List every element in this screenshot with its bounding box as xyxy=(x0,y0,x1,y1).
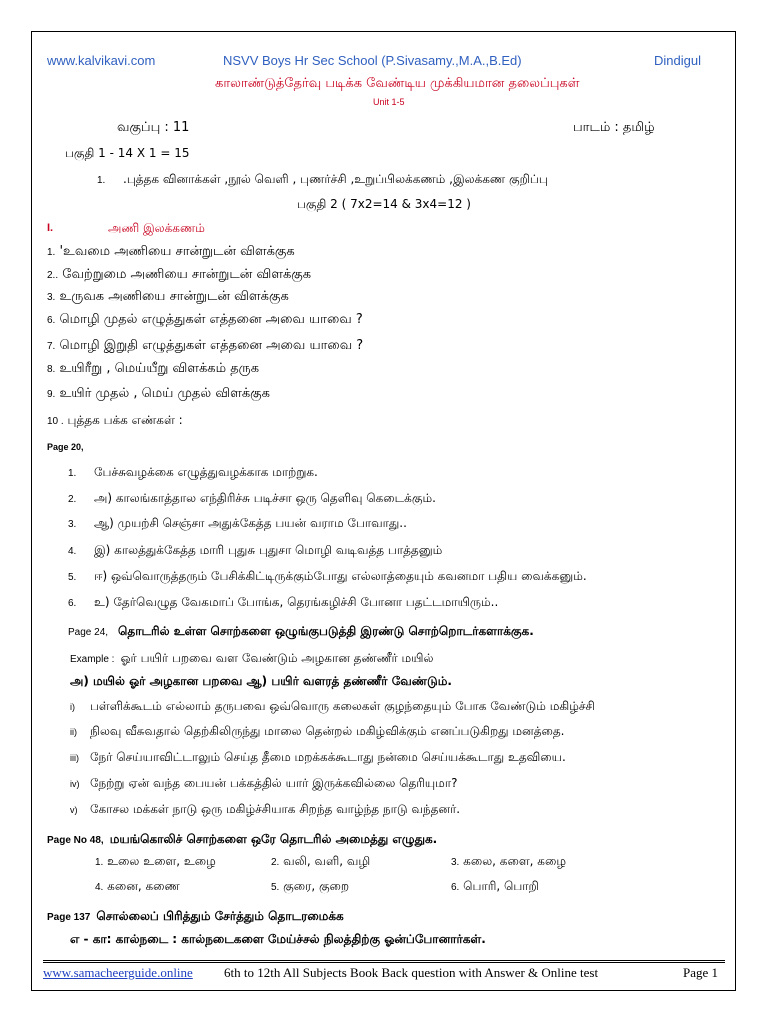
page24-example-row xyxy=(70,647,433,667)
page24-label: Page 24, xyxy=(68,627,109,638)
part2-label: பகுதி 2 ( 7x2=14 & 3x4=12 ) xyxy=(297,197,471,211)
page24-heading-row xyxy=(68,620,534,640)
footer-link[interactable]: www.samacheerguide.online xyxy=(43,965,193,980)
class-label: வகுப்பு : 11 xyxy=(117,120,190,135)
list-item: 3. ஆ) முயற்சி செஞ்சா அதுக்கேத்த பயன் வராம போவாது.. xyxy=(68,516,407,530)
example-label: Example : xyxy=(70,654,115,665)
header-website: www.kalvikavi.com xyxy=(47,53,156,68)
page137-heading: சொல்லைப் பிரித்தும் சேர்த்தும் தொடரமைக்க xyxy=(96,909,344,923)
list-item: 9. உயிர் முதல் , மெய் முதல் விளக்குக xyxy=(47,386,270,401)
example-answer: அ) மயில் ஓர் அழகான பறவை ஆ) பயிர் வளரத் தண்ணீர் வேண்டும். xyxy=(70,674,452,688)
page48-heading: மயங்கொலிச் சொற்களை ஒரே தொடரில் அமைத்து எழுதுக. xyxy=(109,832,438,846)
list-item: 7. மொழி இறுதி எழுத்துகள் எத்தனை அவை யாவை ? xyxy=(47,338,364,353)
footer-divider xyxy=(43,960,725,963)
list-item: 10 . புத்தக பக்க எண்கள் : xyxy=(47,413,183,427)
header-unit: Unit 1-5 xyxy=(373,97,405,107)
grid-item: 4. கனை, கணை xyxy=(95,879,180,893)
page137-example: எ - கா: கால்நடை : கால்நடைகளை மேய்ச்சல் நிலத்திற்கு ஓன்ப்போனார்கள். xyxy=(70,932,486,946)
page20-label: Page 20, xyxy=(47,442,84,452)
list-item: 1. பேச்சுவழக்கை எழுத்துவழக்காக மாற்றுக. xyxy=(68,465,318,479)
example-text: ஓர் பயிர் பறவை வள வேண்டும் அழகான தண்ணீர் மயில் xyxy=(120,651,434,665)
list-item: iv) நேற்று ஏன் வந்த பையன் பக்கத்தில் யார் இருக்கவில்லை தெரியுமா? xyxy=(70,776,458,790)
part1-label: பகுதி 1 - 14 X 1 = 15 xyxy=(65,146,190,160)
list-item: v) கோசல மக்கள் நாடு ஒரு மகிழ்ச்சியாக சிறந்த வாழ்ந்த நாடு வந்தனர். xyxy=(70,802,461,816)
list-item: ii) நிலவு வீசுவதால் தெற்கிலிருந்து மாலை தென்றல் மகிழ்விக்கும் எனப்படுகிறது மனத்தை. xyxy=(70,724,565,738)
list-item: 6. உ) தேர்வெழுத வேகமாப் போங்க, தெரங்கழிச்சி போனா பதட்டமாயிரும்.. xyxy=(68,595,499,609)
footer-text: 6th to 12th All Subjects Book Back question with Answer & Online test xyxy=(224,965,599,980)
page48-label: Page No 48, xyxy=(47,835,104,846)
header-school: NSVV Boys Hr Sec School (P.Sivasamy.,M.A.,B.Ed) xyxy=(223,53,522,68)
list-item: 3. உருவக அணியை சான்றுடன் விளக்குக xyxy=(47,289,289,304)
list-item: 8. உயிரீறு , மெய்யீறு விளக்கம் தருக xyxy=(47,361,260,376)
part1-item xyxy=(97,172,548,188)
header-title: காலாண்டுத்தேர்வு படிக்க வேண்டிய முக்கியமான தலைப்புகள் xyxy=(215,76,580,91)
grid-item: 2. வலி, வளி, வழி xyxy=(271,854,371,868)
list-item: iii) நேர் செய்யாவிட்டாலும் செய்த தீமை மறக்கக்கூடாது நன்மை செய்யக்கூடாது உதவியை. xyxy=(70,750,566,764)
grid-item: 3. கலை, களை, கழை xyxy=(451,854,566,868)
list-item: 2. அ) காலங்காத்தால எந்திரிச்சு படிச்சா ஒரு தெளிவு கெடைக்கும். xyxy=(68,491,436,505)
list-item: 5. ஈ) ஒவ்வொருத்தரும் பேசிக்கிட்டிருக்கும்போது எல்லாத்தையும் கவனமா பதிய வைக்கனும். xyxy=(68,569,587,583)
list-item: 4. இ) காலத்துக்கேத்த மாரி புதுசு புதுசா மொழி வடிவத்த பாத்தனும் xyxy=(68,543,443,557)
page137-label: Page 137 xyxy=(47,912,91,923)
section-title: அணி இலக்கணம் xyxy=(108,221,205,235)
page48-heading-row xyxy=(47,828,437,848)
page137-heading-row xyxy=(47,905,344,925)
grid-item: 6. பொரி, பொறி xyxy=(451,879,539,893)
page-number: Page 1 xyxy=(683,965,719,980)
section-number: I. xyxy=(47,222,54,234)
grid-item: 5. குரை, குறை xyxy=(271,879,350,893)
subject-label: பாடம் : தமிழ் xyxy=(573,120,655,135)
list-item: 1. 'உவமை அணியை சான்றுடன் விளக்குக xyxy=(47,244,295,259)
list-item: 6. மொழி முதல் எழுத்துகள் எத்தனை அவை யாவை ? xyxy=(47,312,363,327)
page24-heading: தொடரில் உள்ள சொற்களை ஒழுங்குபடுத்தி இரண்டு சொற்றொடர்களாக்குக. xyxy=(118,624,534,638)
list-item: 2.. வேற்றுமை அணியை சான்றுடன் விளக்குக xyxy=(47,267,312,282)
grid-item: 1. உலை உளை, உழை xyxy=(95,854,216,868)
list-item: i) பள்ளிக்கூடம் எல்லாம் தருபவை ஒவ்வொரு கலைகள் குழந்தையும் போக வேண்டும் மகிழ்ச்சி xyxy=(70,699,595,713)
header-place: Dindigul xyxy=(654,53,701,68)
part1-item-text: .புத்தக வினாக்கள் ,நூல் வெளி , புணர்ச்சி ,உறுப்பிலக்கணம் ,இலக்கண குறிப்பு xyxy=(123,172,548,186)
part1-item-num: 1. xyxy=(97,175,106,186)
